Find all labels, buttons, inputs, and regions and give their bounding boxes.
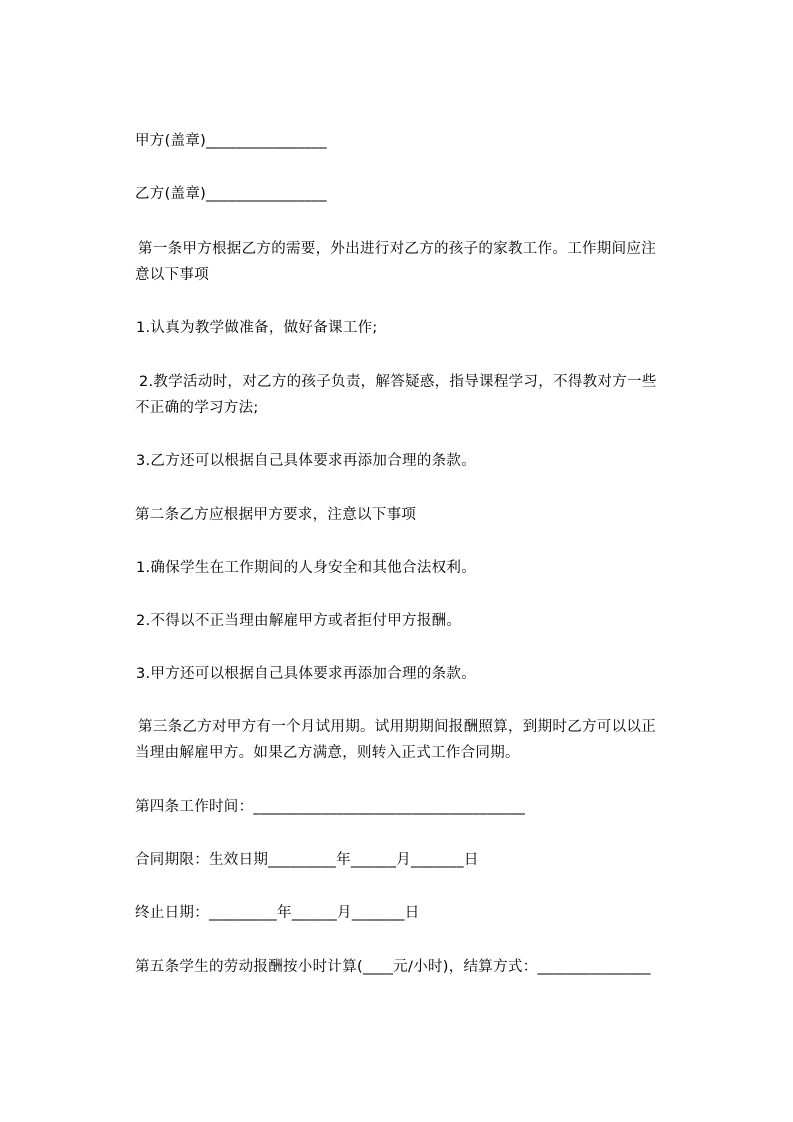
article3-line1: 第三条乙方对甲方有一个月试用期。试用期期间报酬照算，到期时乙方可以以正 <box>138 719 656 735</box>
article1-item3: 3.乙方还可以根据自己具体要求再添加合理的条款。 <box>136 453 477 469</box>
party-b-seal-line: 乙方(盖章)________________ <box>135 186 327 202</box>
article4-work-time: 第四条工作时间：____________________________________ <box>135 799 526 815</box>
article2-item3: 3.甲方还可以根据自己具体要求再添加合理的条款。 <box>136 666 477 682</box>
article3-line2: 当理由解雇甲方。如果乙方满意，则转入正式工作合同期。 <box>135 745 520 761</box>
article2-heading: 第二条乙方应根据甲方要求，注意以下事项 <box>135 507 417 523</box>
article5-payment: 第五条学生的劳动报酬按小时计算(____元/小时)，结算方式：_______________ <box>135 959 651 975</box>
end-date-line: 终止日期：_________年______月_______日 <box>135 905 420 921</box>
article1-item2-line1: 2.教学活动时，对乙方的孩子负责，解答疑惑，指导课程学习，不得教对方一些 <box>139 374 657 390</box>
party-a-seal-line: 甲方(盖章)________________ <box>135 133 327 149</box>
article1-line2: 意以下事项 <box>135 267 209 283</box>
article2-item1: 1.确保学生在工作期间的人身安全和其他合法权利。 <box>136 560 477 576</box>
article2-item2: 2.不得以不正当理由解雇甲方或者拒付甲方报酬。 <box>136 613 462 629</box>
contract-term-line: 合同期限：生效日期_________年______月_______日 <box>135 852 479 868</box>
article1-item1: 1.认真为教学做准备，做好备课工作; <box>136 320 378 336</box>
article1-item2-line2: 不正确的学习方法; <box>135 400 259 416</box>
article1-line1: 第一条甲方根据乙方的需要，外出进行对乙方的孩子的家教工作。工作期间应注 <box>138 241 656 257</box>
